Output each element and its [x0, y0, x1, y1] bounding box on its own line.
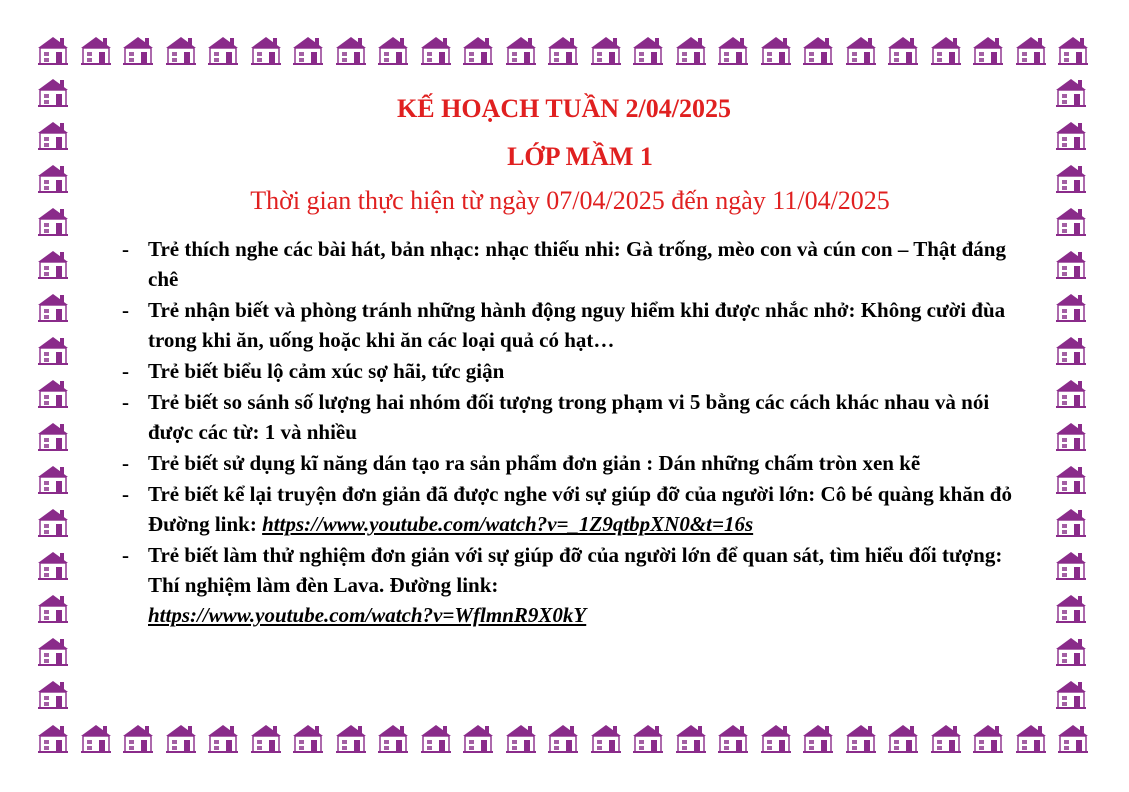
- house-icon: [672, 722, 710, 754]
- house-icon: [714, 722, 752, 754]
- goal-list: [120, 234, 1020, 631]
- house-icon: [374, 34, 412, 66]
- house-icon: [247, 34, 285, 66]
- house-icon: [34, 119, 72, 151]
- house-icon: [672, 34, 710, 66]
- class-name: LỚP MẦM 1: [507, 142, 653, 171]
- house-icon: [1052, 678, 1090, 710]
- house-icon: [34, 34, 72, 66]
- house-icon: [459, 34, 497, 66]
- house-icon: [34, 678, 72, 710]
- goal-item: [120, 295, 1020, 355]
- house-icon: [77, 722, 115, 754]
- bullet-dash: -: [122, 390, 129, 414]
- house-icon: [842, 722, 880, 754]
- house-icon: [1052, 334, 1090, 366]
- house-icon: [1052, 162, 1090, 194]
- house-icon: [799, 34, 837, 66]
- youtube-link[interactable]: https://www.youtube.com/watch?v=WflmnR9X0kY: [148, 603, 587, 627]
- house-icon: [884, 34, 922, 66]
- house-icon: [1052, 592, 1090, 624]
- house-icon: [927, 34, 965, 66]
- goal-item: [120, 234, 1020, 294]
- goal-text: Trẻ biết sử dụng kĩ năng dán tạo ra sản phẩm đơn giản : Dán những chấm tròn xen kẽ: [148, 451, 921, 475]
- house-icon: [374, 722, 412, 754]
- house-icon: [34, 162, 72, 194]
- house-icon: [757, 34, 795, 66]
- house-icon: [34, 463, 72, 495]
- bullet-dash: -: [122, 482, 129, 506]
- goal-text: Trẻ biết so sánh số lượng hai nhóm đối tượng trong phạm vi 5 bằng các cách khác nhau và nói được các từ: 1 và nhiều: [148, 390, 990, 444]
- house-icon: [502, 34, 540, 66]
- house-icon: [629, 34, 667, 66]
- house-icon: [1052, 635, 1090, 667]
- house-icon: [77, 34, 115, 66]
- house-icon: [799, 722, 837, 754]
- house-icon: [1052, 76, 1090, 108]
- house-icon: [927, 722, 965, 754]
- house-icon: [502, 722, 540, 754]
- house-icon: [757, 722, 795, 754]
- goal-item: [120, 448, 1020, 478]
- bullet-dash: -: [122, 298, 129, 322]
- house-icon: [1052, 463, 1090, 495]
- house-icon: [714, 34, 752, 66]
- house-icon: [884, 722, 922, 754]
- house-icon: [1054, 722, 1092, 754]
- goal-item: [120, 387, 1020, 447]
- goal-text: Trẻ nhận biết và phòng tránh những hành động nguy hiểm khi được nhắc nhở: Không cười đùa trong khi ăn, uống hoặc khi ăn các loại quả có hạt…: [148, 298, 1006, 352]
- house-icon: [34, 205, 72, 237]
- goal-text: Trẻ biết làm thử nghiệm đơn giản với sự giúp đỡ của người lớn để quan sát, tìm hiểu đối tượng: Thí nghiệm làm đèn Lava. Đường link:: [148, 543, 1003, 597]
- house-icon: [34, 549, 72, 581]
- house-icon: [1052, 119, 1090, 151]
- house-icon: [1052, 506, 1090, 538]
- house-icon: [544, 34, 582, 66]
- house-icon: [1052, 205, 1090, 237]
- house-icon: [34, 635, 72, 667]
- house-icon: [1052, 291, 1090, 323]
- house-icon: [119, 34, 157, 66]
- house-icon: [1054, 34, 1092, 66]
- house-icon: [289, 34, 327, 66]
- house-icon: [34, 76, 72, 108]
- house-icon: [162, 34, 200, 66]
- page-title: KẾ HOẠCH TUẦN 2/04/2025: [397, 94, 731, 123]
- goal-text: Trẻ biết kể lại truyện đơn giản đã được nghe với sự giúp đỡ của người lớn: Cô bé quàng khăn đỏ Đường link:: [148, 482, 1012, 536]
- house-icon: [587, 722, 625, 754]
- house-icon: [1052, 248, 1090, 280]
- house-icon: [332, 34, 370, 66]
- house-icon: [34, 377, 72, 409]
- goal-text: Trẻ thích nghe các bài hát, bản nhạc: nhạc thiếu nhi: Gà trống, mèo con và cún con – Thật đáng chê: [148, 237, 1006, 291]
- house-icon: [417, 34, 455, 66]
- house-icon: [842, 34, 880, 66]
- bullet-dash: -: [122, 543, 129, 567]
- house-icon: [247, 722, 285, 754]
- house-icon: [969, 34, 1007, 66]
- house-icon: [332, 722, 370, 754]
- goal-text: Trẻ biết biểu lộ cảm xúc sợ hãi, tức giận: [148, 359, 505, 383]
- house-icon: [34, 506, 72, 538]
- house-icon: [587, 34, 625, 66]
- house-icon: [1052, 420, 1090, 452]
- house-icon: [34, 420, 72, 452]
- bullet-dash: -: [122, 451, 129, 475]
- time-period: Thời gian thực hiện từ ngày 07/04/2025 đến ngày 11/04/2025: [250, 186, 890, 215]
- house-icon: [969, 722, 1007, 754]
- house-icon: [204, 34, 242, 66]
- house-icon: [1012, 34, 1050, 66]
- bullet-dash: -: [122, 359, 129, 383]
- house-icon: [34, 291, 72, 323]
- house-icon: [34, 334, 72, 366]
- bullet-dash: -: [122, 237, 129, 261]
- house-icon: [34, 592, 72, 624]
- house-icon: [544, 722, 582, 754]
- house-icon: [1052, 549, 1090, 581]
- goal-item: [120, 479, 1020, 539]
- house-icon: [204, 722, 242, 754]
- house-icon: [289, 722, 327, 754]
- house-icon: [34, 248, 72, 280]
- goal-item: [120, 356, 1020, 386]
- house-icon: [459, 722, 497, 754]
- house-icon: [1052, 377, 1090, 409]
- youtube-link[interactable]: https://www.youtube.com/watch?v=_1Z9qtbpXN0&t=16s: [262, 512, 754, 536]
- house-icon: [1012, 722, 1050, 754]
- house-icon: [119, 722, 157, 754]
- house-icon: [417, 722, 455, 754]
- goal-item: [120, 540, 1020, 630]
- house-icon: [162, 722, 200, 754]
- house-icon: [629, 722, 667, 754]
- house-icon: [34, 722, 72, 754]
